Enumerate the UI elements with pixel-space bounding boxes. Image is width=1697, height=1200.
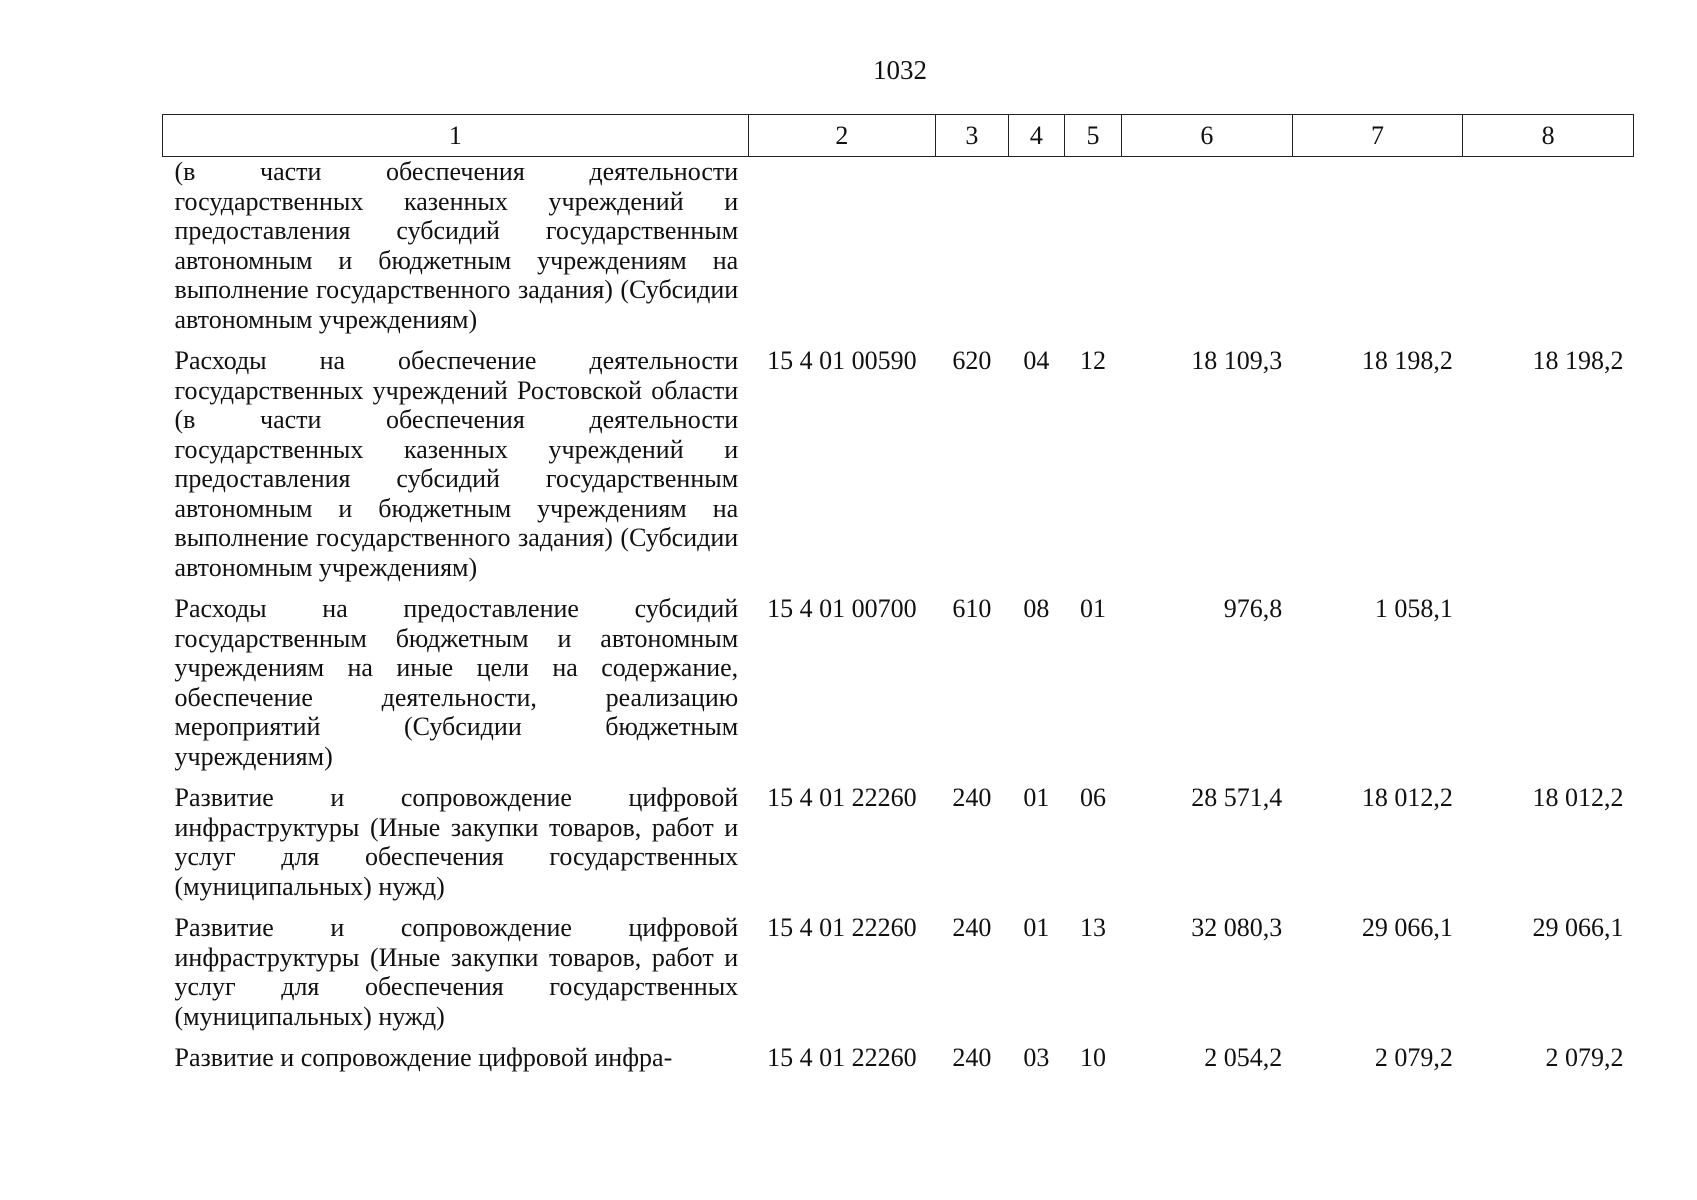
- row-expense-type: 610: [952, 594, 992, 623]
- row-expense-type: 240: [952, 913, 992, 942]
- row-sum-2: 2 079,2: [1374, 1043, 1453, 1072]
- row-sum-2: 1 058,1: [1374, 594, 1453, 623]
- row-section: 04: [1023, 346, 1050, 375]
- row-sum-3: 18 012,2: [1532, 783, 1624, 812]
- row-expense-type: [935, 157, 1008, 345]
- row-sum-2: [1292, 157, 1463, 345]
- row-section: 03: [1023, 1043, 1050, 1072]
- row-sum-3: 2 079,2: [1545, 1043, 1624, 1072]
- row-sum-1: 18 109,3: [1191, 346, 1283, 375]
- row-expense-type: 240: [952, 783, 992, 812]
- row-sum-2: 18 012,2: [1361, 783, 1453, 812]
- row-sum-3: 18 198,2: [1532, 346, 1624, 375]
- page-number: 1032: [873, 55, 927, 85]
- budget-table: [162, 114, 1634, 1083]
- row-description: (в части обеспечения деятельности государственных казенных учреждений и предоставления субсидий государственным автономным и бюджетным учреждениям на выполнение государственного задания) (Субсидии автономным учреждениям): [174, 157, 739, 334]
- header-col-4: 4: [1008, 115, 1064, 157]
- row-expense-type: 240: [952, 1043, 992, 1072]
- header-col-6: 6: [1122, 115, 1293, 157]
- row-subsection: 06: [1080, 783, 1107, 812]
- row-subsection: 12: [1080, 346, 1107, 375]
- row-sum-1: 32 080,3: [1191, 913, 1283, 942]
- row-sum-1: [1122, 157, 1293, 345]
- row-target-article: 15 4 01 22260: [767, 913, 917, 942]
- row-sum-1: 28 571,4: [1191, 783, 1283, 812]
- row-subsection: 10: [1080, 1043, 1107, 1072]
- row-description: Расходы на обеспечение деятельности государственных учреждений Ростовской области (в части обеспечения деятельности государственных казенных учреждений и предоставления субсидий государственным автономным и бюджетным учреждениям на выполнение государственного задания) (Субсидии автономным учреждениям): [174, 346, 739, 582]
- row-section: [1008, 157, 1064, 345]
- row-description: Расходы на предоставление субсидий государственным бюджетным и автономным учреждениям на иные цели на содержание, обеспечение деятельности, реализацию мероприятий (Субсидии бюджетным учреждениям): [174, 594, 739, 771]
- header-col-3: 3: [935, 115, 1008, 157]
- row-sum-2: 18 198,2: [1361, 346, 1453, 375]
- header-row: [163, 115, 1634, 157]
- row-subsection: 01: [1080, 594, 1107, 623]
- row-target-article: 15 4 01 00700: [767, 594, 917, 623]
- table-row: [163, 157, 1634, 345]
- row-sum-3: [1463, 592, 1634, 781]
- row-section: 01: [1023, 783, 1050, 812]
- row-sum-1: 2 054,2: [1204, 1043, 1283, 1072]
- row-description: Развитие и сопровождение цифровой инфраструктуры (Иные закупки товаров, работ и услуг для обеспечения государственных (муниципальных) нужд): [174, 783, 739, 901]
- row-expense-type: 620: [952, 346, 992, 375]
- row-sum-2: 29 066,1: [1361, 913, 1453, 942]
- row-sum-3: [1463, 157, 1634, 345]
- header-col-7: 7: [1292, 115, 1463, 157]
- row-target-article: 15 4 01 00590: [767, 346, 917, 375]
- row-subsection: [1064, 157, 1121, 345]
- header-col-5: 5: [1064, 115, 1121, 157]
- header-col-2: 2: [748, 115, 935, 157]
- row-description: Развитие и сопровождение цифровой инфра-: [174, 1043, 673, 1072]
- row-section: 01: [1023, 913, 1050, 942]
- row-target-article: 15 4 01 22260: [767, 783, 917, 812]
- table-row: [163, 911, 1634, 1041]
- row-sum-1: 976,8: [1223, 594, 1283, 623]
- row-description: Развитие и сопровождение цифровой инфраструктуры (Иные закупки товаров, работ и услуг для обеспечения государственных (муниципальных) нужд): [174, 913, 739, 1031]
- row-section: 08: [1023, 594, 1050, 623]
- table-row: [163, 1041, 1634, 1083]
- row-target-article: [748, 157, 935, 345]
- row-subsection: 13: [1080, 913, 1107, 942]
- header-col-1: 1: [163, 115, 749, 157]
- row-sum-3: 29 066,1: [1532, 913, 1624, 942]
- header-col-8: 8: [1463, 115, 1634, 157]
- table-row: [163, 344, 1634, 592]
- table-row: [163, 592, 1634, 781]
- row-target-article: 15 4 01 22260: [767, 1043, 917, 1072]
- table-row: [163, 781, 1634, 911]
